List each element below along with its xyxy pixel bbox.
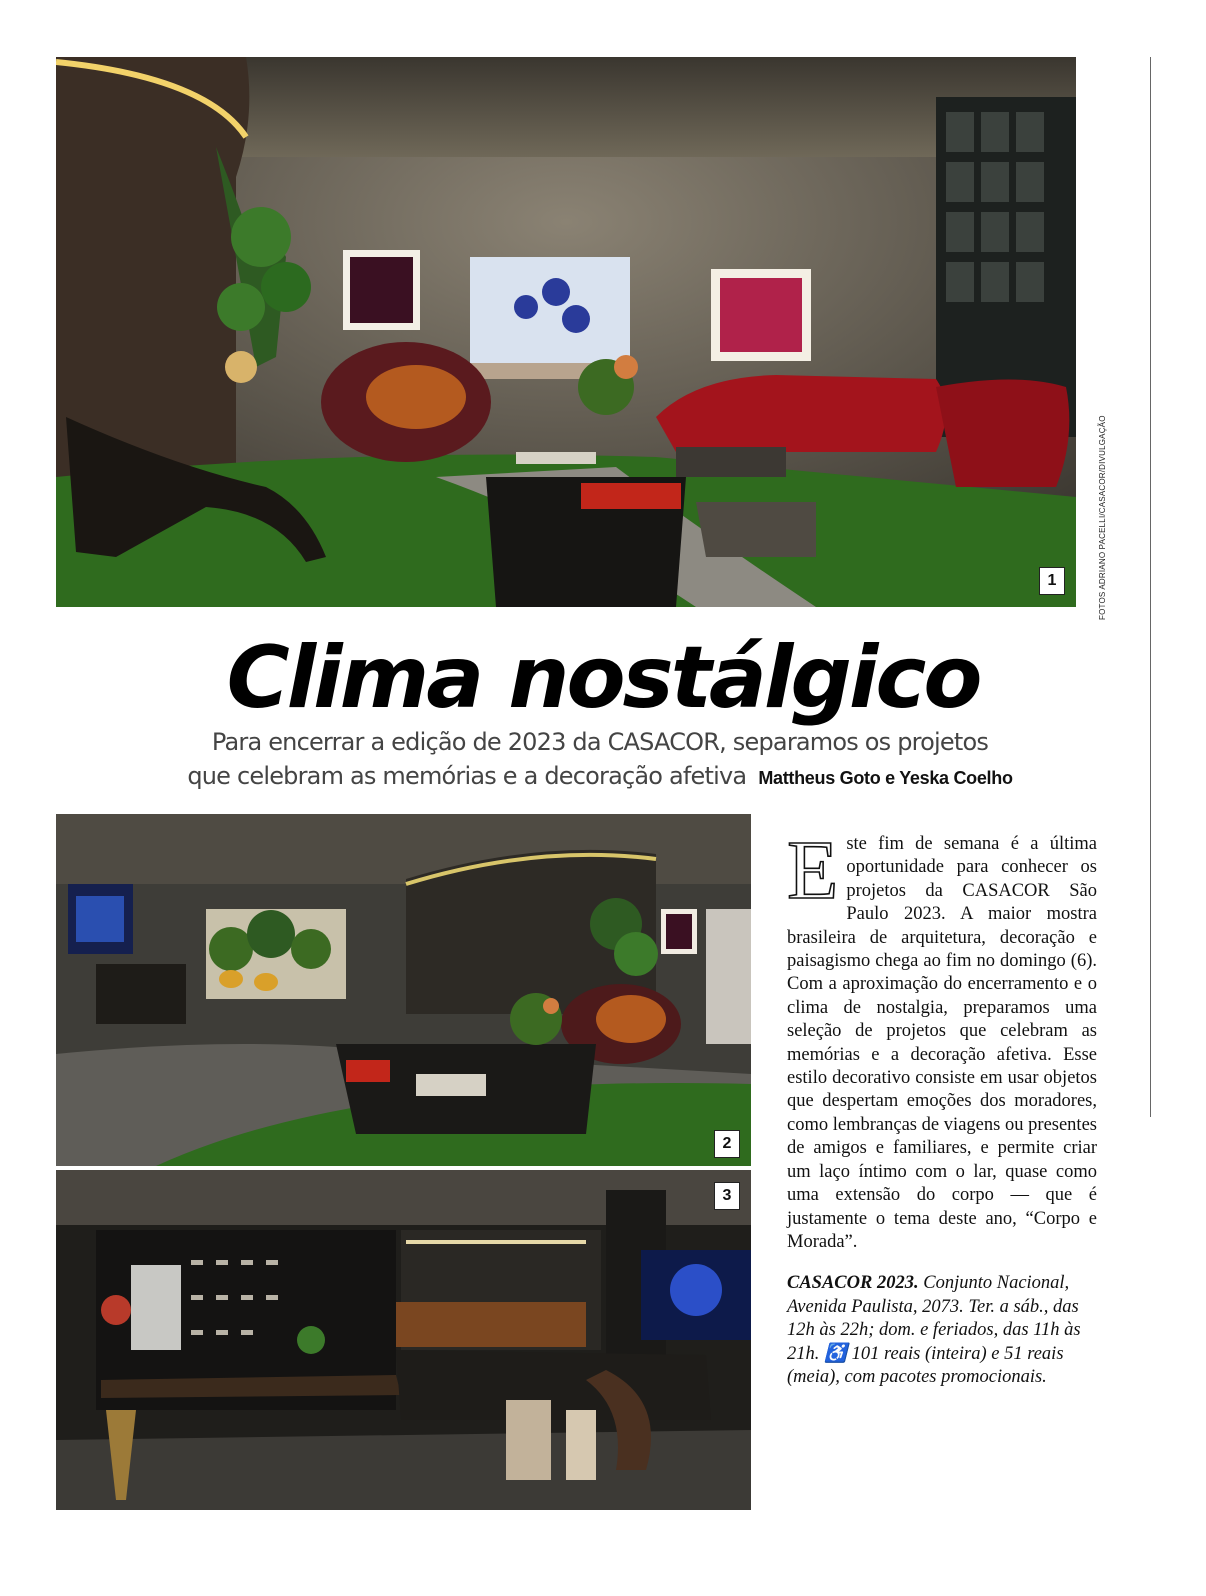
photo-3-number: 3	[714, 1182, 740, 1210]
headline: Clima nostálgico	[226, 628, 980, 728]
event-info	[787, 1272, 1097, 1389]
event-info-title: CASACOR 2023.	[787, 1273, 919, 1294]
column-rule	[1150, 57, 1151, 607]
dek-line-2-text: que celebram as memórias e a decoração afetiva	[187, 762, 747, 790]
photo-1-living-room	[56, 57, 1076, 607]
photo-2-number: 2	[714, 1130, 740, 1158]
byline: Mattheus Goto e Yeska Coelho	[758, 768, 1013, 788]
photo-3-kitchen-dining	[56, 1170, 751, 1510]
photo-credit: FOTOS ADRIANO PACELLI/CASACOR/DIVULGAÇÃO	[1098, 415, 1107, 620]
event-info-text: Conjunto Nacional, Avenida Paulista, 2073. Ter. a sáb., das 12h às 22h; dom. e feriados, das 11h às 21h. ♿ 101 reais (inteira) e 51 reais (meia), com pacotes promocionais.	[787, 1273, 1081, 1387]
article-body	[787, 824, 1097, 1389]
dek-line-2	[100, 759, 1100, 795]
dek-line-1: Para encerrar a edição de 2023 da CASACOR, separamos os projetos	[211, 728, 989, 756]
article-body-text: ste fim de semana é a última oportunidade para conhecer os projetos da CASACOR São Paulo 2023. A maior mostra brasileira de arquitetura, decoração e paisagismo chega ao fim no domingo (6). Com a aproximação do encerramento e o clima de nostalgia, preparamos uma seleção de projetos que celebram as memórias e a decoração afetiva. Esse estilo decorativo consiste em usar objetos que despertam emoções dos moradores, como lembranças de viagens ou presentes de amigos e familiares, e permite criar um laço íntimo com o lar, quase como uma extensão do corpo — que é justamente o tema deste ano, “Corpo e Morada”.	[787, 834, 1097, 1252]
photo-1-number: 1	[1039, 567, 1065, 595]
drop-cap: E	[787, 824, 839, 917]
photo-2-lounge	[56, 814, 751, 1166]
